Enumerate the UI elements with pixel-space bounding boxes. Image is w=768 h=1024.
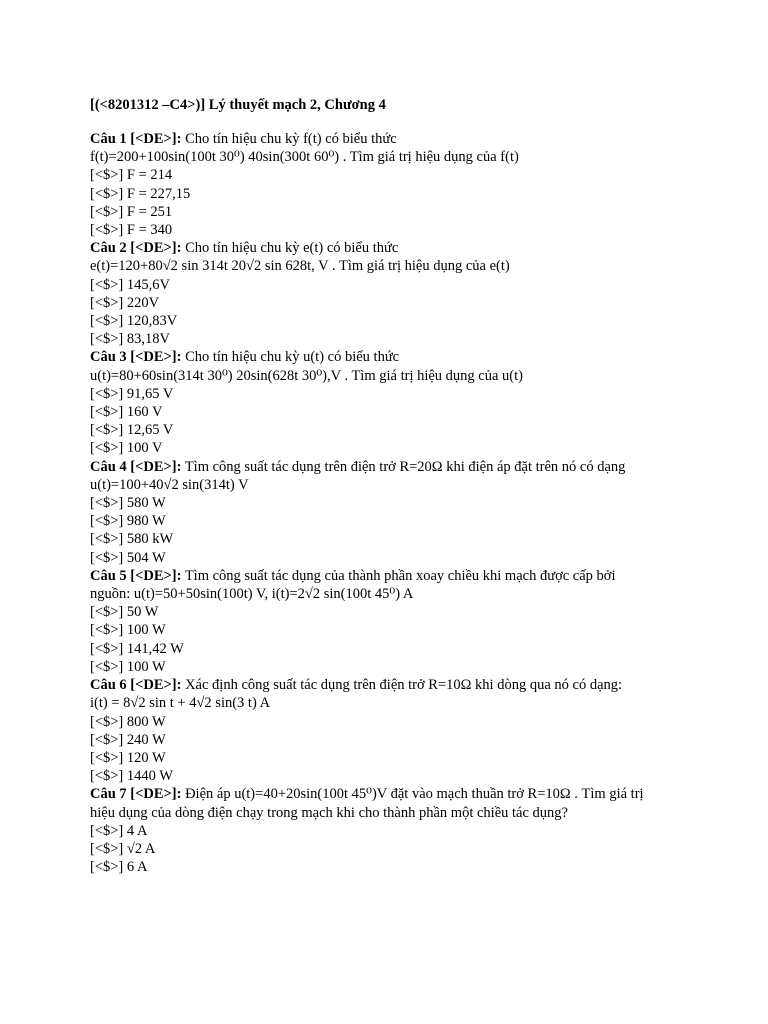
question-label: Câu 5 [<DE>]: — [90, 567, 182, 584]
answer-option: [<$>] F = 214 — [90, 167, 173, 184]
question-label: Câu 1 [<DE>]: — [90, 131, 182, 147]
question-expression: hiệu dụng của dòng điện chạy trong mạch khi cho thành phần một chiều tác dụng? — [90, 804, 568, 821]
question-7 — [90, 785, 690, 876]
question-heading — [90, 458, 690, 476]
question-heading — [90, 130, 690, 148]
answer-option: [<$>] 100 W — [90, 622, 166, 639]
answer-option: [<$>] 4 A — [90, 822, 148, 839]
document-page — [90, 96, 690, 876]
answer-option: [<$>] 240 W — [90, 731, 166, 748]
question-label: Câu 7 [<DE>]: — [90, 786, 182, 803]
answer-option: [<$>] 50 W — [90, 604, 159, 621]
question-expression: u(t)=100+40√2 sin(314t) V — [90, 476, 249, 493]
answer-option: [<$>] 980 W — [90, 513, 166, 530]
question-label: Câu 2 [<DE>]: — [90, 240, 182, 257]
question-heading — [90, 239, 690, 257]
question-1 — [90, 130, 690, 239]
question-4 — [90, 458, 690, 567]
answer-option: [<$>] 91,65 V — [90, 385, 174, 402]
question-expression: nguồn: u(t)=50+50sin(100t) V, i(t)=2√2 sin(100t 45⁰) A — [90, 586, 414, 603]
answer-option: [<$>] 12,65 V — [90, 422, 174, 439]
question-text: Cho tín hiệu chu kỳ e(t) có biểu thức — [181, 240, 399, 257]
answer-option: [<$>] 83,18V — [90, 331, 170, 348]
question-expression: f(t)=200+100sin(100t 30⁰) 40sin(300t 60⁰) . Tìm giá trị hiệu dụng của f(t) — [90, 149, 519, 166]
question-text: Xác định công suất tác dụng trên điện trở R=10Ω khi dòng qua nó có dạng: — [181, 677, 623, 694]
question-text: Tìm công suất tác dụng trên điện trở R=20Ω khi điện áp đặt trên nó có dạng — [181, 458, 626, 475]
question-text: Cho tín hiệu chu kỳ f(t) có biểu thức — [181, 131, 397, 147]
question-expression: e(t)=120+80√2 sin 314t 20√2 sin 628t, V . Tìm giá trị hiệu dụng của e(t) — [90, 258, 510, 275]
answer-option: [<$>] 580 kW — [90, 531, 174, 548]
answer-option: [<$>] 100 W — [90, 658, 166, 675]
question-6 — [90, 676, 690, 785]
answer-option: [<$>] 160 V — [90, 404, 163, 421]
question-heading — [90, 567, 690, 585]
question-text: Tìm công suất tác dụng của thành phần xoay chiều khi mạch được cấp bởi — [181, 567, 616, 584]
answer-option: [<$>] 100 V — [90, 440, 163, 457]
answer-option: [<$>] 141,42 W — [90, 640, 184, 657]
question-label: Câu 3 [<DE>]: — [90, 349, 182, 366]
question-text: Điện áp u(t)=40+20sin(100t 45⁰)V đặt vào mạch thuần trở R=10Ω . Tìm giá trị — [181, 786, 644, 803]
question-expression: i(t) = 8√2 sin t + 4√2 sin(3 t) A — [90, 695, 271, 712]
question-heading — [90, 676, 690, 694]
document-title: [(<8201312 –C4>)] Lý thuyết mạch 2, Chương 4 — [90, 97, 386, 113]
answer-option: [<$>] 120,83V — [90, 313, 178, 330]
question-5 — [90, 567, 690, 676]
question-3 — [90, 348, 690, 457]
question-expression: u(t)=80+60sin(314t 30⁰) 20sin(628t 30⁰),V . Tìm giá trị hiệu dụng của u(t) — [90, 367, 523, 384]
question-heading — [90, 785, 690, 803]
answer-option: [<$>] 504 W — [90, 549, 166, 566]
question-label: Câu 6 [<DE>]: — [90, 677, 182, 694]
question-label: Câu 4 [<DE>]: — [90, 458, 182, 475]
answer-option: [<$>] 220V — [90, 294, 160, 311]
answer-option: [<$>] √2 A — [90, 840, 156, 857]
question-heading — [90, 348, 690, 366]
answer-option: [<$>] F = 251 — [90, 203, 173, 220]
answer-option: [<$>] 145,6V — [90, 276, 170, 293]
question-list — [90, 130, 690, 876]
answer-option: [<$>] F = 227,15 — [90, 185, 191, 202]
answer-option: [<$>] 580 W — [90, 495, 166, 512]
answer-option: [<$>] 800 W — [90, 713, 166, 730]
answer-option: [<$>] F = 340 — [90, 222, 173, 239]
question-text: Cho tín hiệu chu kỳ u(t) có biểu thức — [181, 349, 400, 366]
answer-option: [<$>] 1440 W — [90, 768, 173, 785]
answer-option: [<$>] 120 W — [90, 749, 166, 766]
answer-option: [<$>] 6 A — [90, 859, 148, 876]
question-2 — [90, 239, 690, 348]
